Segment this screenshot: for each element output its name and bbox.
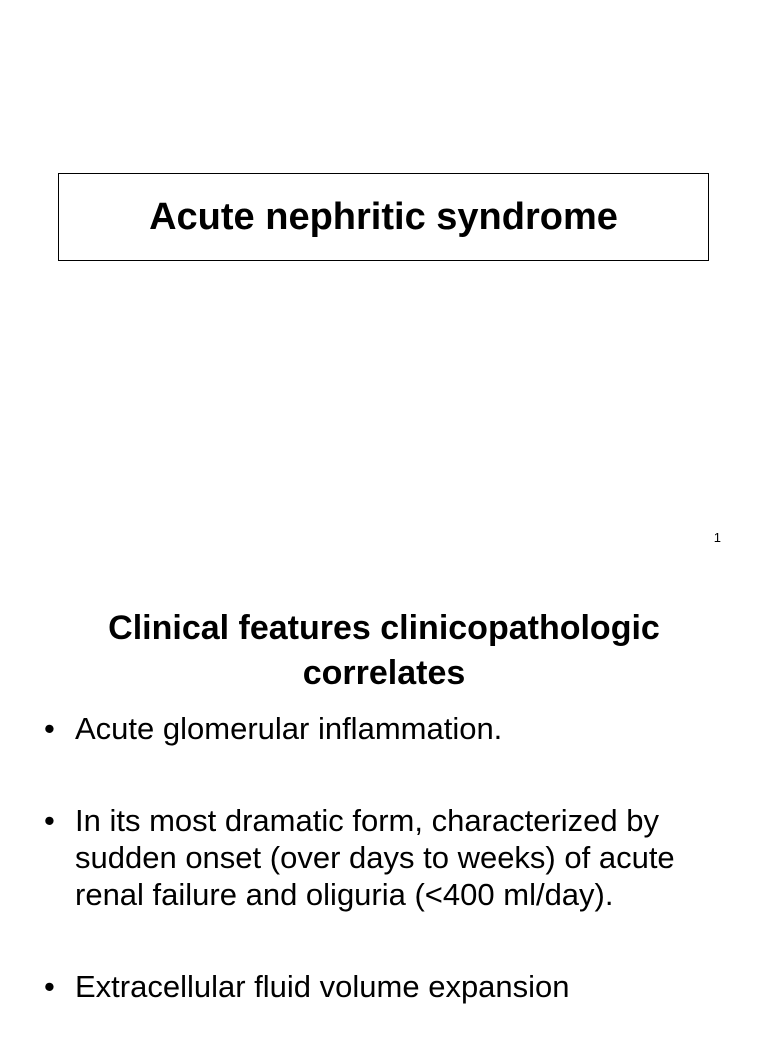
slide-title: Acute nephritic syndrome: [149, 195, 618, 238]
section-title-line-2: correlates: [302, 654, 466, 692]
bullet-icon: •: [44, 969, 55, 1004]
page-number: 1: [713, 530, 721, 545]
bullet-text: Acute glomerular inflammation.: [75, 711, 503, 746]
bullet-item: [0, 802, 768, 913]
bullet-list: [0, 710, 768, 1060]
bullet-text: In its most dramatic form, characterized by sudden onset (over days to weeks) of acute renal failure and oliguria (<400 ml/day).: [75, 803, 675, 912]
bullet-icon: •: [44, 803, 55, 838]
bullet-icon: •: [44, 711, 55, 746]
bullet-item: [0, 968, 768, 1005]
title-box: [58, 173, 709, 261]
section-title: [0, 606, 768, 696]
section-title-line-1: Clinical features clinicopathologic: [108, 609, 660, 647]
slide-2: [0, 576, 768, 1024]
bullet-text: Extracellular fluid volume expansion: [75, 969, 570, 1004]
bullet-item: [0, 710, 768, 747]
